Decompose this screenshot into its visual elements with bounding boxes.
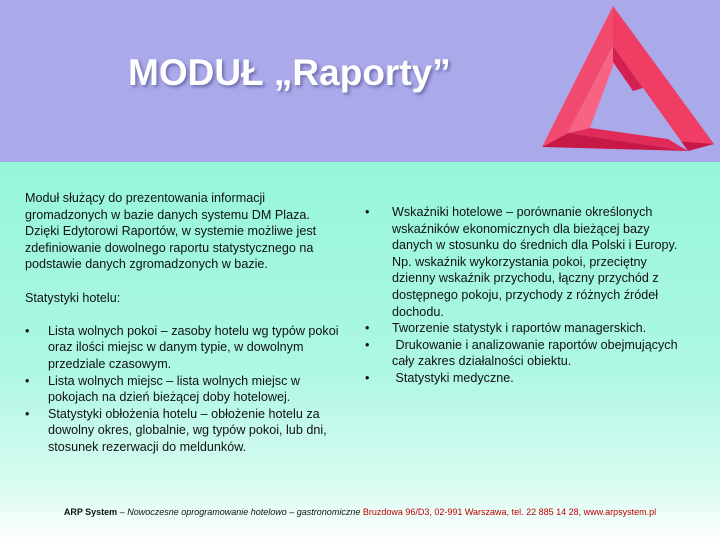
item-line: dowolny okres, globalnie, wg typów pokoi, lub dni,: [48, 423, 327, 438]
item-line: dzienny wskaźnik przychodu, łączny przychód z: [392, 271, 659, 286]
intro-line: podstawie danych zgromadzonych w bazie.: [25, 257, 268, 272]
intro-line: zdefiniowanie dowolnego raportu statystycznego na: [25, 240, 314, 255]
content-area: [0, 162, 720, 540]
list-item: [365, 370, 695, 387]
intro-line: Dzięki Edytorowi Raportów, w systemie możliwe jest: [25, 224, 317, 239]
bullet-icon: •: [25, 323, 30, 338]
bullet-icon: •: [25, 373, 30, 388]
item-line: pokojach na dzień bieżącej doby hotelowej.: [48, 390, 291, 405]
bullet-icon: •: [365, 321, 370, 336]
bullet-icon: •: [365, 205, 370, 219]
item-line: oraz ilości miejsc w danym typie, w dowolnym: [48, 340, 304, 355]
item-line: Drukowanie i analizowanie raportów obejmujących: [392, 337, 678, 352]
title-banner: [0, 0, 720, 162]
item-line: cały zakres działalności obiektu.: [392, 354, 572, 369]
footer: [0, 507, 720, 517]
left-column: [25, 190, 360, 456]
intro-line: Moduł służący do prezentowania informacji: [25, 191, 266, 205]
list-item: [25, 323, 360, 373]
bullet-icon: •: [365, 337, 370, 352]
item-line: Lista wolnych pokoi – zasoby hotelu wg typów pokoi: [48, 323, 339, 338]
bullet-icon: •: [25, 406, 30, 421]
list-item: [25, 406, 360, 456]
penrose-triangle-icon: [538, 4, 718, 164]
item-line: stosunek rezerwacji do meldunków.: [48, 439, 247, 454]
list-item: [365, 204, 695, 320]
footer-address: Bruzdowa 96/D3, 02-991 Warszawa, tel. 22 885 14 28, www.arpsystem.pl: [360, 507, 657, 517]
item-line: dostępnego pokoju, przychody z różnych źródeł: [392, 287, 659, 302]
spacer: [25, 306, 360, 323]
report-features-list: [365, 204, 695, 387]
item-line: Lista wolnych miejsc – lista wolnych miejsc w: [48, 373, 300, 388]
bullet-icon: •: [365, 370, 370, 385]
item-line: Statystyki medyczne.: [392, 370, 514, 385]
list-item: [365, 320, 695, 337]
slide-title: MODUŁ „Raporty”: [128, 52, 451, 93]
item-line: dochodu.: [392, 304, 444, 319]
footer-tagline: – Nowoczesne oprogramowanie hotelowo – gastronomiczne: [117, 507, 361, 517]
right-column: [365, 204, 695, 387]
spacer: [25, 273, 360, 290]
item-line: Statystyki obłożenia hotelu – obłożenie hotelu za: [48, 406, 320, 421]
item-line: Tworzenie statystyk i raportów managerskich.: [392, 321, 647, 336]
hotel-stats-list: [25, 323, 360, 456]
list-item: [365, 337, 695, 370]
intro-paragraph: [25, 190, 360, 273]
intro-line: gromadzonych w bazie danych systemu DM Plaza.: [25, 207, 310, 222]
item-line: Wskaźniki hotelowe – porównanie określonych: [392, 205, 653, 219]
item-line: wskaźników ekonomicznych dla bieżącej bazy: [392, 221, 650, 236]
item-line: danych w stosunku do średnich dla Polski i Europy.: [392, 238, 678, 253]
list-item: [25, 373, 360, 406]
item-line: przedziale czasowym.: [48, 356, 172, 371]
item-line: Np. wskaźnik wykorzystania pokoi, przeciętny: [392, 254, 647, 269]
footer-company: ARP System: [63, 507, 118, 517]
section-title: Statystyki hotelu:: [25, 290, 121, 305]
